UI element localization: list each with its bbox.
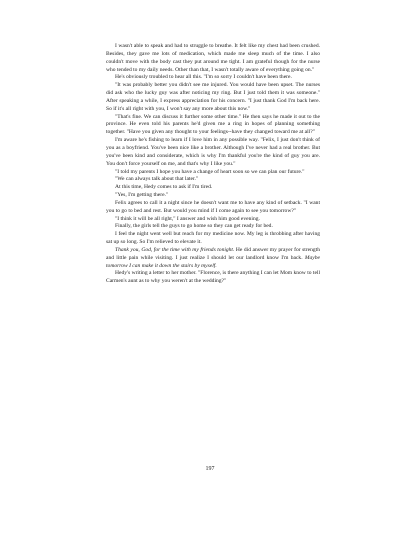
paragraph: "Yes, I'm getting there." (115, 192, 169, 199)
prayer-italic-tail: Maybe tomorrow I can make it down the stairs by myself. (106, 254, 320, 269)
paragraph: At this time, Hedy comes to ask if I'm tired. (115, 184, 213, 191)
prayer-normal-text: He did answer my prayer for strength and little pain while visiting. I just realize I should let our landlord know I'm back. (106, 246, 320, 261)
paragraph: I feel the night went well but reach for my medicine now. My leg is throbbing after having sat up so long. So I'm relieved to elevate it. (106, 231, 320, 246)
paragraph: I wasn't able to speak and had to struggle to breathe. It felt like my chest had been crushed. Besides, they gave me lots of medication, which made me sleep much of the time. I also couldn't move with the body cast they put around me tight. I am grateful though for the nurse who tended to my daily needs. Other than that, I wasn't totally aware of everything going on." (106, 43, 320, 73)
prayer-italic-text: Thank you, God, for the time with my friends tonight. (115, 246, 235, 253)
paragraph: "That's fine. We can discuss it further some other time." He then says he made it out to the province. He even told his parents he'd given me a ring in hopes of planning something together. "Have you given any thought to your feelings--have they changed toward me at all?" (106, 113, 320, 136)
paragraph: He's obviously troubled to hear all this. "I'm so sorry I couldn't have been there. (115, 74, 292, 81)
paragraph: "I think it will be all right," I answer and wish him good evening. (115, 215, 260, 222)
prayer-paragraph (106, 247, 320, 271)
paragraph: Finally, the girls tell the guys to go home so they can get ready for bed. (115, 223, 273, 230)
page-number: 197 (205, 466, 215, 472)
body-text (106, 43, 320, 286)
paragraph: I'm aware he's fishing to learn if I love him in any possible way. "Felix, I just don't think of you as a boyfriend. You've been nice like a brother. Although I've never had a real brother. But you've been kind and considerate, which is why I'm thankful you're the kind of guy you are. You don't force yourself on me, and that's why I like you." (106, 137, 320, 167)
paragraph: Felix agrees to call it a night since he doesn't want me to have any kind of setback. "I want you to go to bed and rest. But would you mind if I come again to see you tomorrow?" (106, 199, 320, 214)
paragraph: Hedy's writing a letter to her mother. "Florence, is there anything I can let Mom know to tell Carmen's aunt as to why you weren't at the wedding?" (106, 270, 320, 285)
paragraph: "I told my parents I hope you have a change of heart soon so we can plan our future." (115, 168, 305, 175)
paragraph: "We can always talk about that later." (115, 176, 199, 183)
paragraph: "It was probably better you didn't see me injured. You would have been upset. The nurses did ask who the lucky guy was after noticing my ring. But I just told them it was someone." After speaking a while, I express appreciation for his concern. "I just thank God I'm back here. So if it's all right with you, I won't say any more about this now." (106, 82, 320, 112)
